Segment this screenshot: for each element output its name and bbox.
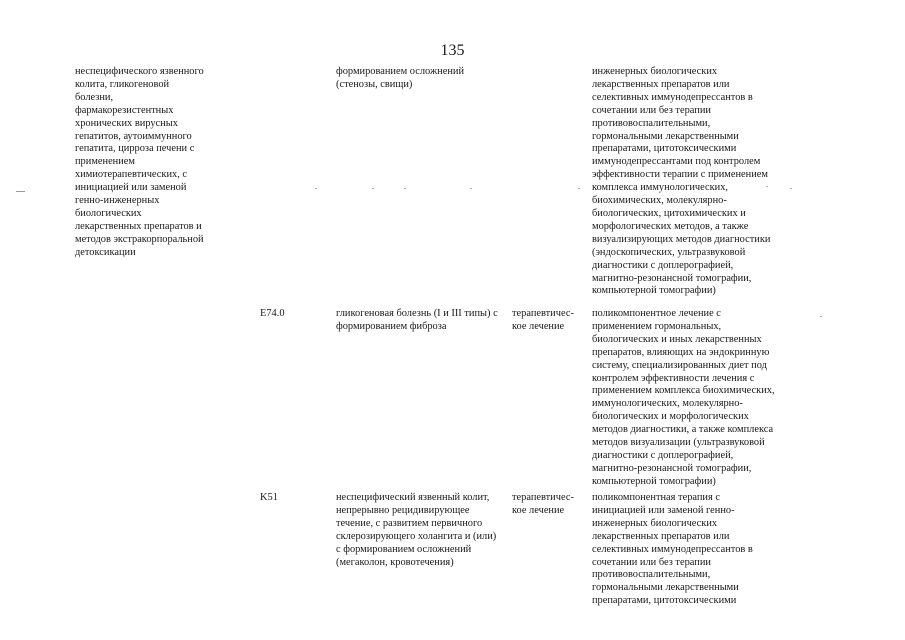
scan-artifact-dash bbox=[16, 191, 25, 192]
scan-artifact-speck bbox=[315, 188, 317, 189]
row-3-code: K51 bbox=[260, 492, 278, 503]
scan-artifact-speck bbox=[820, 316, 822, 317]
page-number: 135 bbox=[440, 42, 465, 59]
row-1-model: формированием осложнений (стенозы, свищи) bbox=[336, 66, 465, 90]
row-2-code: E74.0 bbox=[260, 308, 285, 319]
row-3-treatment-type: терапевтичес- кое лечение bbox=[512, 492, 574, 516]
row-2-treatment-type: терапевтичес- кое лечение bbox=[512, 308, 574, 332]
scan-artifact-speck bbox=[766, 186, 768, 187]
scan-artifact-speck bbox=[470, 188, 472, 189]
row-2-model: гликогеновая болезнь (I и III типы) с формированием фиброза bbox=[336, 308, 498, 332]
scan-artifact-speck bbox=[790, 188, 792, 189]
row-2-method: поликомпонентное лечение с применением гормональных, биологических и иных лекарственных препаратов, влияющих на эндокринную систему, специализированных диет под контролем эффективности лечения с применением комплекса биохимических, иммунологических, молекулярно- биологических и морфологических методов диагностики, а также комплекса методов визуализации (ультразвуковой диагностики с доплерографией, магнитно-резонансной томографии, компьютерной томографии) bbox=[592, 308, 775, 487]
row-3-model: неспецифический язвенный колит, непрерывно рецидивирующее течение, с развитием первичного склерозирующего холангита и (или) с формированием осложнений (мегаколон, кровотечения) bbox=[336, 492, 497, 568]
scan-artifact-speck bbox=[404, 188, 406, 189]
scan-artifact-speck bbox=[372, 188, 374, 189]
row-3-method: поликомпонентная терапия с инициацией или заменой генно- инженерных биологических лекарственных препаратов или селективных иммунодепрессантов в сочетании или без терапии противовоспалительными, гормональными лекарственными препаратами, цитотоксическими bbox=[592, 492, 753, 607]
row-1-condition: неспецифического язвенного колита, гликогеновой болезни, фармакорезистентных хронических вирусных гепатитов, аутоиммунного гепатита, цирроза печени с применением химиотерапевтических, с инициацией или заменой генно-инженерных биологических лекарственных препаратов и методов экстракорпоральной детоксикации bbox=[75, 66, 204, 258]
scan-artifact-speck bbox=[578, 188, 580, 189]
row-1-method: инженерных биологических лекарственных препаратов или селективных иммунодепрессантов в сочетании или без терапии противовоспалительными, гормональными лекарственными препаратами, цитотоксическими иммунодепрессантами под контролем эффективности терапии с применением комплекса иммунологических, биохимических, молекулярно- биологических, цитохимических и морфологических методов, а также визуализирующих методов диагностики (эндоскопических, ультразвуковой диагностики с доплерографией, магнитно-резонансной томографии, компьютерной томографии) bbox=[592, 66, 771, 297]
